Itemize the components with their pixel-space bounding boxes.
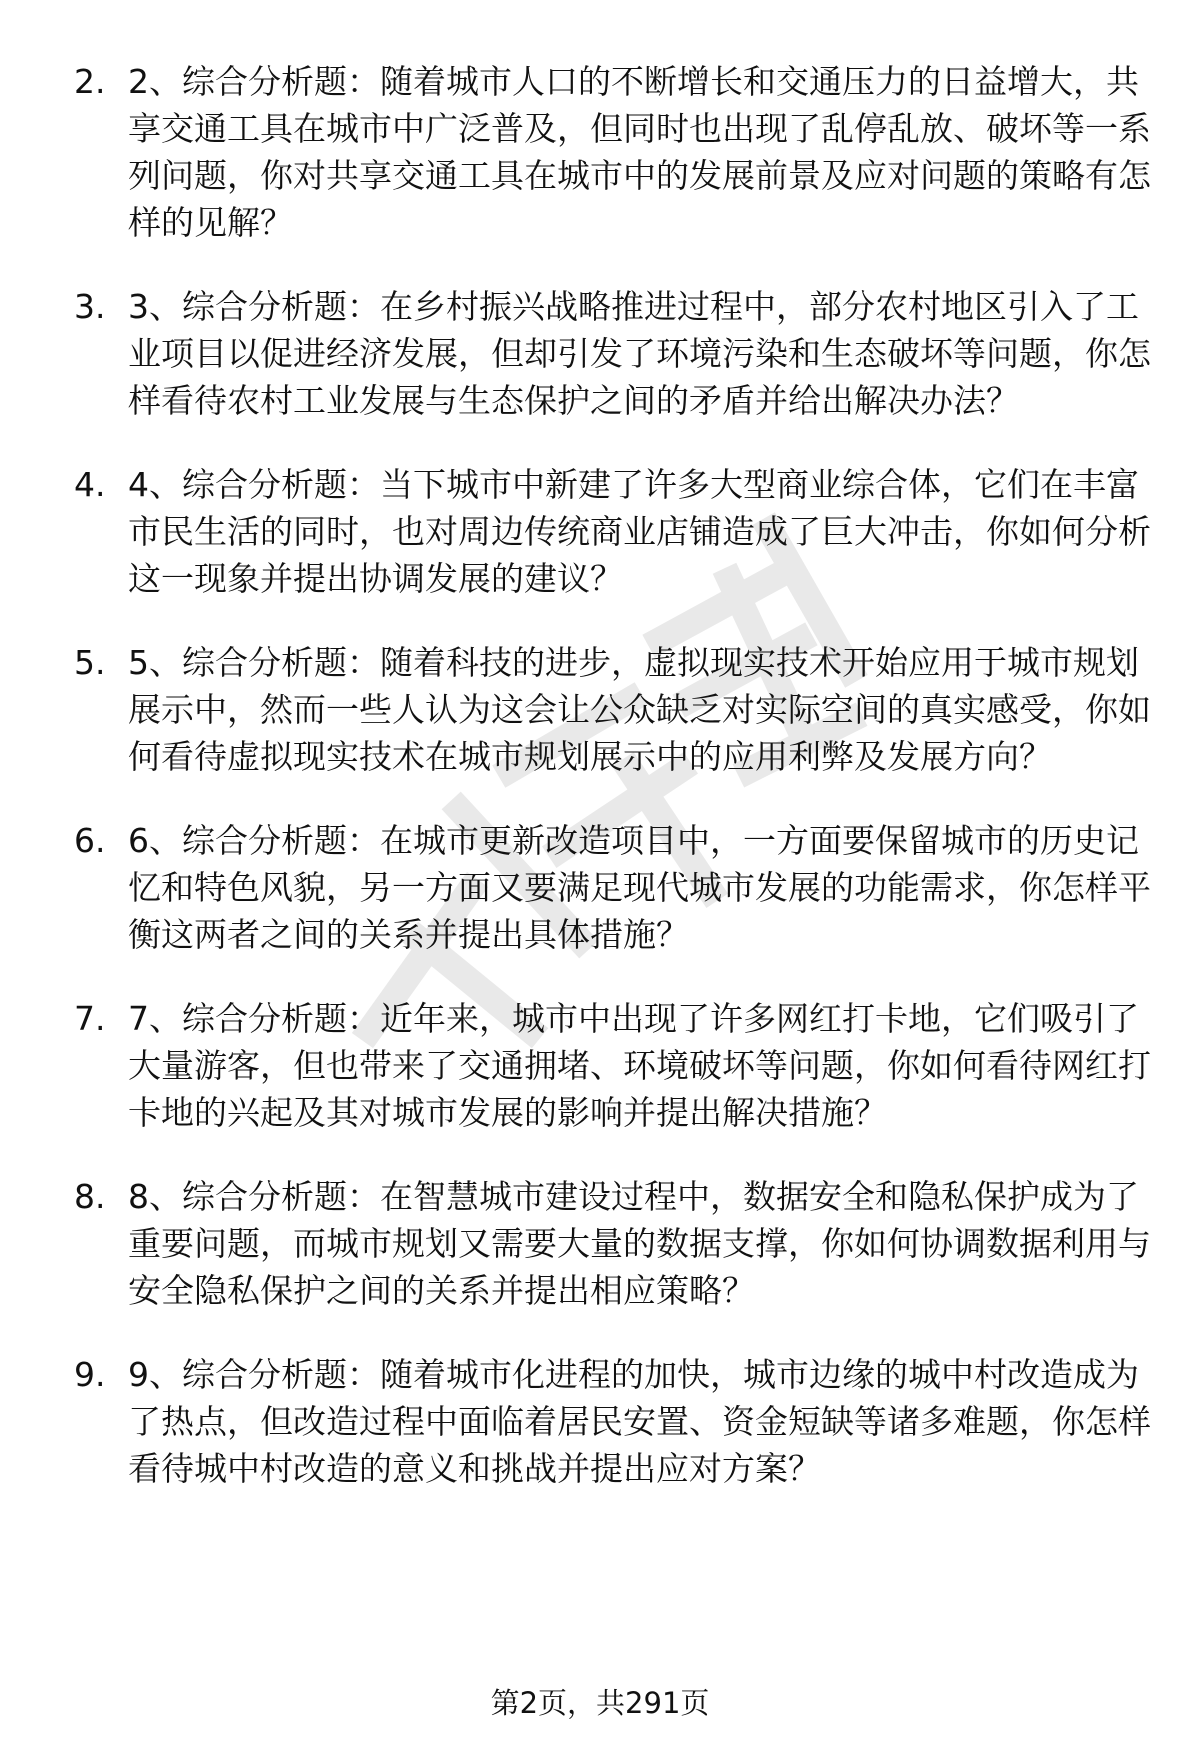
question-text: 4、综合分析题：当下城市中新建了许多大型商业综合体，它们在丰富市民生活的同时，也对周边传统商业店铺造成了巨大冲击，你如何分析这一现象并提出协调发展的建议？ — [128, 465, 1151, 598]
question-number: 8. — [74, 1177, 106, 1216]
question-item — [0, 995, 1200, 1136]
question-item — [0, 58, 1200, 246]
question-item — [0, 639, 1200, 780]
question-number: 2. — [74, 62, 106, 101]
question-number: 3. — [74, 287, 106, 326]
question-item — [0, 461, 1200, 602]
question-text: 8、综合分析题：在智慧城市建设过程中，数据安全和隐私保护成为了重要问题，而城市规划又需要大量的数据支撑，你如何协调数据利用与安全隐私保护之间的关系并提出相应策略？ — [128, 1177, 1151, 1310]
question-number: 6. — [74, 821, 106, 860]
question-item — [0, 1173, 1200, 1314]
question-text: 6、综合分析题：在城市更新改造项目中，一方面要保留城市的历史记忆和特色风貌，另一方面又要满足现代城市发展的功能需求，你怎样平衡这两者之间的关系并提出具体措施？ — [128, 821, 1151, 954]
question-number: 4. — [74, 465, 106, 504]
question-item — [0, 817, 1200, 958]
question-text: 5、综合分析题：随着科技的进步，虚拟现实技术开始应用于城市规划展示中，然而一些人认为这会让公众缺乏对实际空间的真实感受，你如何看待虚拟现实技术在城市规划展示中的应用利弊及发展方向？ — [128, 643, 1151, 776]
page-footer — [0, 1683, 1200, 1723]
question-text: 3、综合分析题：在乡村振兴战略推进过程中，部分农村地区引入了工业项目以促进经济发展，但却引发了环境污染和生态破坏等问题，你怎样看待农村工业发展与生态保护之间的矛盾并给出解决办法？ — [128, 287, 1151, 420]
question-item — [0, 1351, 1200, 1492]
page-indicator: 第2页，共291页 — [490, 1686, 710, 1720]
question-text: 9、综合分析题：随着城市化进程的加快，城市边缘的城中村改造成为了热点，但改造过程中面临着居民安置、资金短缺等诸多难题，你怎样看待城中村改造的意义和挑战并提出应对方案？ — [128, 1355, 1151, 1488]
question-list — [0, 58, 1200, 1529]
question-number: 5. — [74, 643, 106, 682]
question-number: 9. — [74, 1355, 106, 1394]
question-text: 2、综合分析题：随着城市人口的不断增长和交通压力的日益增大，共享交通工具在城市中广泛普及，但同时也出现了乱停乱放、破坏等一系列问题，你对共享交通工具在城市中的发展前景及应对问题的策略有怎样的见解？ — [128, 62, 1151, 242]
question-number: 7. — [74, 999, 106, 1038]
question-item — [0, 283, 1200, 424]
question-text: 7、综合分析题：近年来，城市中出现了许多网红打卡地，它们吸引了大量游客，但也带来了交通拥堵、环境破坏等问题，你如何看待网红打卡地的兴起及其对城市发展的影响并提出解决措施？ — [128, 999, 1151, 1132]
